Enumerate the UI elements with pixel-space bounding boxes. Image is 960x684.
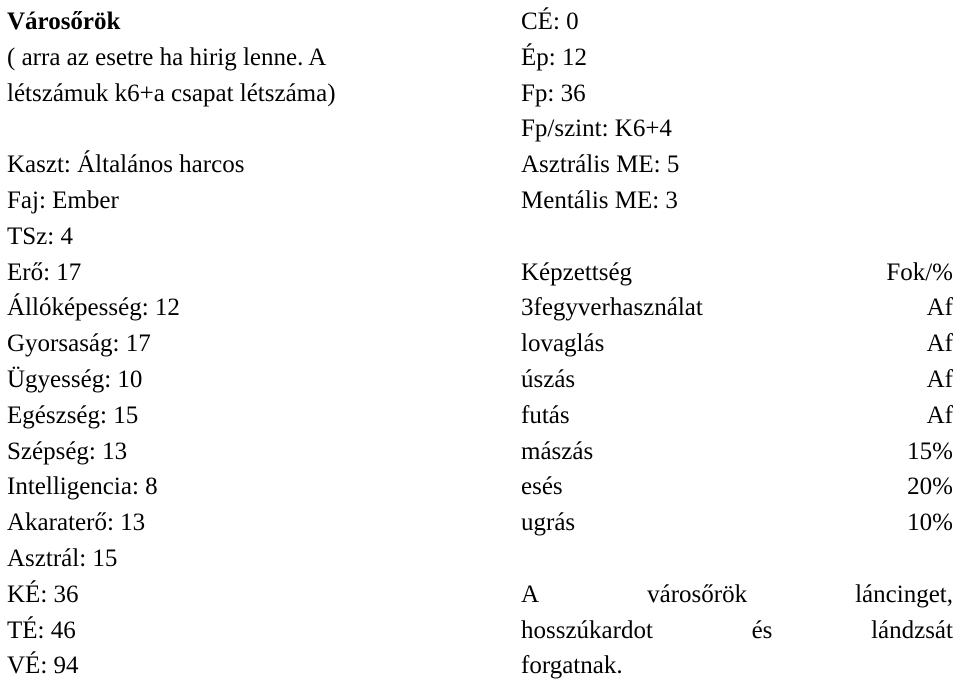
footnote-word: és — [751, 616, 773, 644]
skill-level: Af — [926, 330, 953, 358]
skill-level: Af — [926, 365, 953, 393]
skills-header-level: Fok/% — [886, 258, 953, 286]
footnote-line-1 — [521, 577, 953, 613]
right-column — [521, 4, 953, 684]
stat-fp: Fp: 36 — [521, 79, 586, 107]
note-line-2: létszámuk k6+a csapat létszáma) — [7, 79, 336, 107]
skill-name: esés — [521, 473, 563, 501]
skill-row — [521, 434, 953, 470]
skill-name: ugrás — [521, 509, 576, 537]
attribute-intelligence: Intelligencia: 8 — [7, 473, 158, 501]
skill-row — [521, 398, 953, 434]
footnote-word: városőrök — [647, 580, 748, 608]
skill-name: mászás — [521, 437, 594, 465]
spacer — [7, 111, 487, 147]
page-title: Városőrök — [7, 8, 121, 35]
attribute-strength: Erő: 17 — [7, 258, 82, 286]
attribute-endurance: Állóképesség: 12 — [7, 294, 180, 322]
skill-level: Af — [926, 401, 953, 429]
skill-row — [521, 505, 953, 541]
stat-ep: Ép: 12 — [521, 43, 587, 71]
skill-name: 3fegyverhasználat — [521, 294, 703, 322]
footnote-word: hosszúkardot — [521, 616, 653, 644]
attribute-willpower: Akaraterő: 13 — [7, 509, 146, 537]
spacer — [521, 541, 953, 577]
skill-level: 10% — [907, 509, 953, 537]
skill-row — [521, 326, 953, 362]
stat-astral-me: Asztrális ME: 5 — [521, 151, 680, 179]
attribute-beauty: Szépség: 13 — [7, 437, 128, 465]
stat-te: TÉ: 46 — [7, 616, 76, 644]
footnote-line-3: forgatnak. — [521, 652, 623, 680]
skill-level: Af — [926, 294, 953, 322]
skills-header — [521, 255, 953, 291]
stat-ve: VÉ: 94 — [7, 652, 79, 680]
skill-name: úszás — [521, 365, 576, 393]
footnote-word: lándzsát — [871, 616, 953, 644]
level-field: TSz: 4 — [7, 222, 73, 250]
footnote-word: A — [521, 580, 540, 608]
skill-level: 20% — [907, 473, 953, 501]
skill-row — [521, 469, 953, 505]
skill-name: futás — [521, 401, 570, 429]
stat-mental-me: Mentális ME: 3 — [521, 186, 678, 214]
stat-ke: KÉ: 36 — [7, 580, 79, 608]
skill-name: lovaglás — [521, 330, 605, 358]
stat-fp-per-level: Fp/szint: K6+4 — [521, 115, 672, 143]
stat-ce: CÉ: 0 — [521, 8, 579, 35]
attribute-dexterity: Ügyesség: 10 — [7, 365, 143, 393]
footnote-line-2 — [521, 613, 953, 649]
spacer — [521, 219, 953, 255]
skills-header-name: Képzettség — [521, 258, 633, 286]
left-column — [7, 4, 487, 684]
attribute-astral: Asztrál: 15 — [7, 544, 118, 572]
footnote-word: láncinget, — [855, 580, 953, 608]
note-line-1: ( arra az esetre ha hirig lenne. A — [7, 43, 327, 71]
skill-row — [521, 290, 953, 326]
attribute-speed: Gyorsaság: 17 — [7, 330, 151, 358]
class-field: Kaszt: Általános harcos — [7, 151, 245, 179]
skill-row — [521, 362, 953, 398]
attribute-health: Egészség: 15 — [7, 401, 139, 429]
race-field: Faj: Ember — [7, 186, 119, 214]
skill-level: 15% — [907, 437, 953, 465]
